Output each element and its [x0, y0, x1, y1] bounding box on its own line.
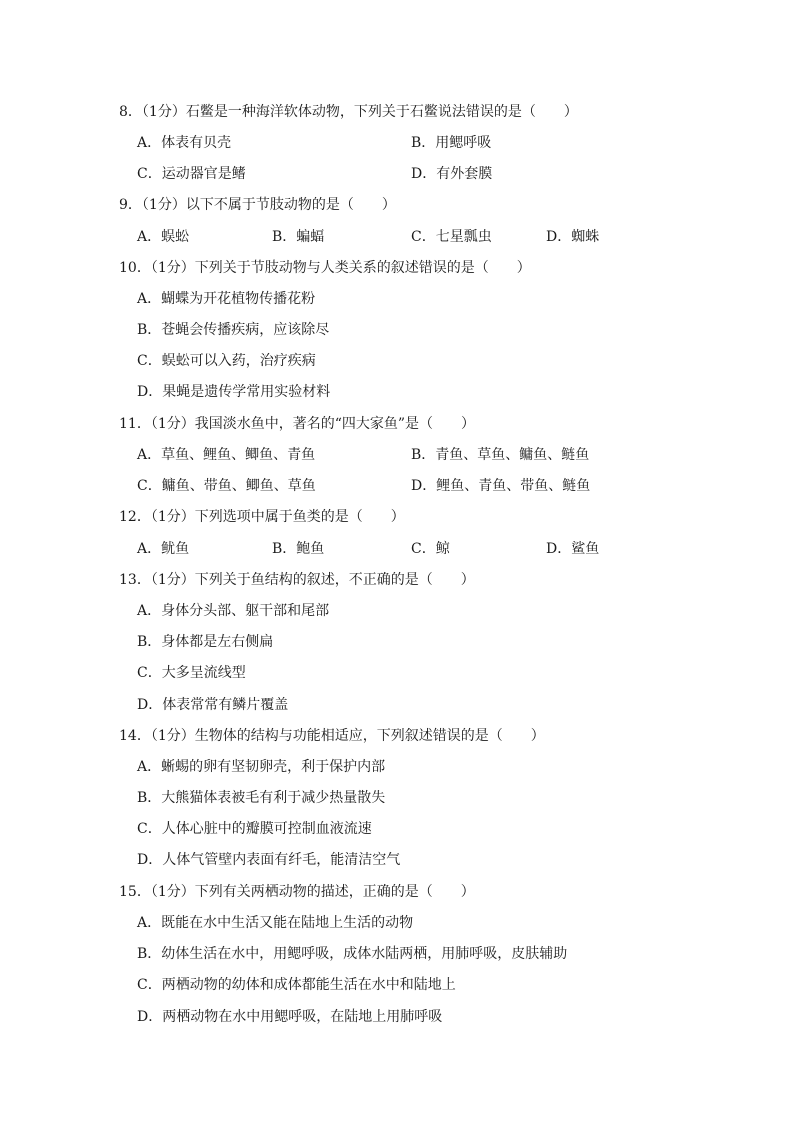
- question-stem-9: 9．（1分）以下不属于节肢动物的是（ ）: [119, 197, 396, 213]
- option-15c: C．两栖动物的幼体和成体都能生活在水中和陆地上: [137, 977, 456, 993]
- option-14d: D．人体气管壁内表面有纤毛，能清洁空气: [137, 852, 401, 868]
- option-8d: D．有外套膜: [411, 166, 493, 182]
- option-12d: D．鲨鱼: [546, 541, 600, 557]
- question-stem-15: 15．（1分）下列有关两栖动物的描述，正确的是（ ）: [119, 884, 475, 900]
- option-14b: B．大熊猫体表被毛有利于减少热量散失: [137, 790, 386, 806]
- option-9c: C．七星瓢虫: [411, 229, 492, 245]
- question-stem-11: 11．（1分）我国淡水鱼中，著名的“四大家鱼”是（ ）: [119, 416, 476, 432]
- option-14a: A．蜥蜴的卵有坚韧卵壳，利于保护内部: [137, 759, 386, 775]
- option-12c: C．鲸: [411, 541, 450, 557]
- option-9b: B．蝙蝠: [272, 229, 325, 245]
- option-15b: B．幼体生活在水中，用鳃呼吸，成体水陆两栖，用肺呼吸，皮肤辅助: [137, 946, 568, 962]
- option-9a: A．蜈蚣: [137, 229, 190, 245]
- option-13a: A．身体分头部、躯干部和尾部: [137, 603, 330, 619]
- option-11d: D．鲤鱼、青鱼、带鱼、鲢鱼: [411, 478, 591, 494]
- option-15d: D．两栖动物在水中用鳃呼吸，在陆地上用肺呼吸: [137, 1009, 443, 1025]
- option-13d: D．体表常常有鳞片覆盖: [137, 697, 289, 713]
- option-8a: A．体表有贝壳: [137, 135, 232, 151]
- option-10c: C．蜈蚣可以入药，治疗疾病: [137, 353, 316, 369]
- option-12a: A．鱿鱼: [137, 541, 190, 557]
- option-8b: B．用鳃呼吸: [411, 135, 492, 151]
- option-15a: A．既能在水中生活又能在陆地上生活的动物: [137, 915, 414, 931]
- option-10d: D．果蝇是遗传学常用实验材料: [137, 384, 331, 400]
- question-stem-13: 13．（1分）下列关于鱼结构的叙述，不正确的是（ ）: [119, 572, 475, 588]
- question-stem-8: 8．（1分）石鳖是一种海洋软体动物，下列关于石鳖说法错误的是（ ）: [119, 104, 578, 120]
- option-11c: C．鳙鱼、带鱼、鲫鱼、草鱼: [137, 478, 316, 494]
- option-14c: C．人体心脏中的瓣膜可控制血液流速: [137, 821, 372, 837]
- option-11a: A．草鱼、鲤鱼、鲫鱼、青鱼: [137, 447, 316, 463]
- option-10b: B．苍蝇会传播疾病，应该除尽: [137, 322, 330, 338]
- option-9d: D．蜘蛛: [546, 229, 600, 245]
- question-stem-12: 12．（1分）下列选项中属于鱼类的是（ ）: [119, 509, 405, 525]
- option-13c: C．大多呈流线型: [137, 665, 246, 681]
- option-11b: B．青鱼、草鱼、鳙鱼、鲢鱼: [411, 447, 590, 463]
- option-12b: B．鲍鱼: [272, 541, 325, 557]
- option-8c: C．运动器官是鳍: [137, 166, 246, 182]
- question-stem-10: 10．（1分）下列关于节肢动物与人类关系的叙述错误的是（ ）: [119, 260, 531, 276]
- option-13b: B．身体都是左右侧扁: [137, 634, 274, 650]
- option-10a: A．蝴蝶为开花植物传播花粉: [137, 291, 316, 307]
- question-stem-14: 14．（1分）生物体的结构与功能相适应，下列叙述错误的是（ ）: [119, 728, 545, 744]
